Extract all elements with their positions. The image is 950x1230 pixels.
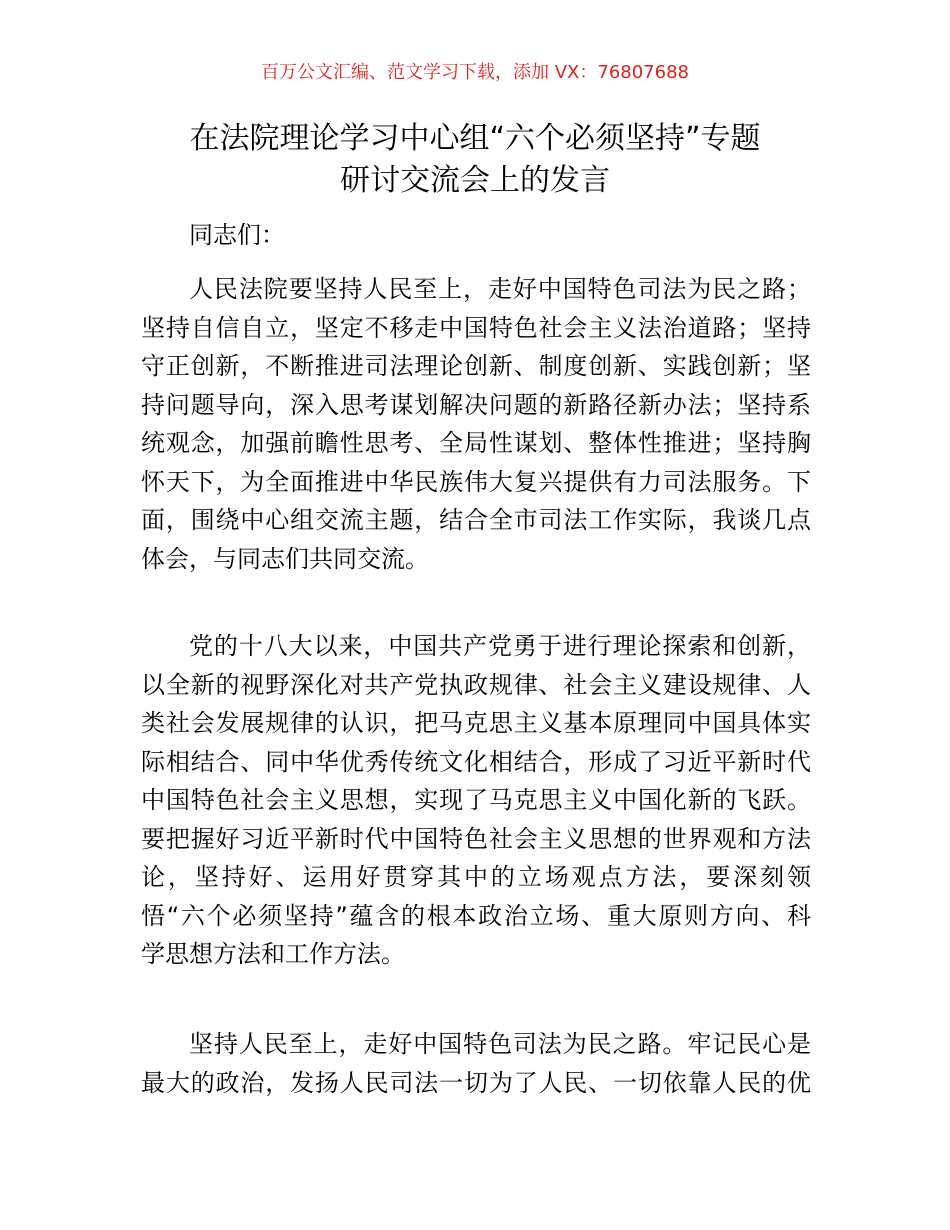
text-line: 以全新的视野深化对共产党执政规律、社会主义建设规律、人 [141, 670, 811, 699]
text-line: 守正创新，不断推进司法理论创新、制度创新、实践创新；坚 [141, 352, 811, 380]
document-title-line-1: 在法院理论学习中心组“六个必须坚持”专题 [189, 121, 761, 156]
text-line: 坚持人民至上，走好中国特色司法为民之路。牢记民心是 [189, 1030, 811, 1058]
watermark-banner: 百万公文汇编、范文学习下载，添加 VX：76807688 [261, 62, 689, 83]
text-line: 面，围绕中心组交流主题，结合全市司法工作实际，我谈几点 [141, 506, 811, 534]
text-line: 要把握好习近平新时代中国特色社会主义思想的世界观和方法 [141, 824, 811, 853]
text-line: 统观念，加强前瞻性思考、全局性谋划、整体性推进；坚持胸 [141, 429, 811, 457]
text-line: 持问题导向，深入思考谋划解决问题的新路径新办法；坚持系 [141, 390, 811, 419]
paragraph-1 [141, 270, 811, 578]
text-line: 悟“六个必须坚持”蕴含的根本政治立场、重大原则方向、科 [141, 901, 811, 930]
text-line: 论，坚持好、运用好贯穿其中的立场观点方法，要深刻领 [141, 863, 811, 891]
document-title-line-2: 研讨交流会上的发言 [340, 163, 610, 198]
text-line: 坚持自信自立，坚定不移走中国特色社会主义法治道路；坚持 [141, 313, 811, 342]
text-line: 际相结合、同中华优秀传统文化相结合，形成了习近平新时代 [141, 747, 811, 776]
salutation: 同志们： [189, 221, 285, 249]
salutation-paragraph [141, 216, 811, 255]
text-line: 人民法院要坚持人民至上，走好中国特色司法为民之路； [189, 275, 811, 303]
text-line: 中国特色社会主义思想，实现了马克思主义中国化新的飞跃。 [141, 786, 811, 814]
text-line: 类社会发展规律的认识，把马克思主义基本原理同中国具体实 [141, 709, 811, 737]
text-line: 党的十八大以来，中国共产党勇于进行理论探索和创新， [189, 632, 811, 660]
text-line: 最大的政治，发扬人民司法一切为了人民、一切依靠人民的优 [141, 1068, 811, 1097]
text-line: 怀天下，为全面推进中华民族伟大复兴提供有力司法服务。下 [141, 467, 811, 496]
text-line: 学思想方法和工作方法。 [141, 940, 405, 968]
paragraph-2 [141, 627, 811, 974]
paragraph-3 [141, 1025, 811, 1102]
text-line: 体会，与同志们共同交流。 [141, 544, 429, 573]
